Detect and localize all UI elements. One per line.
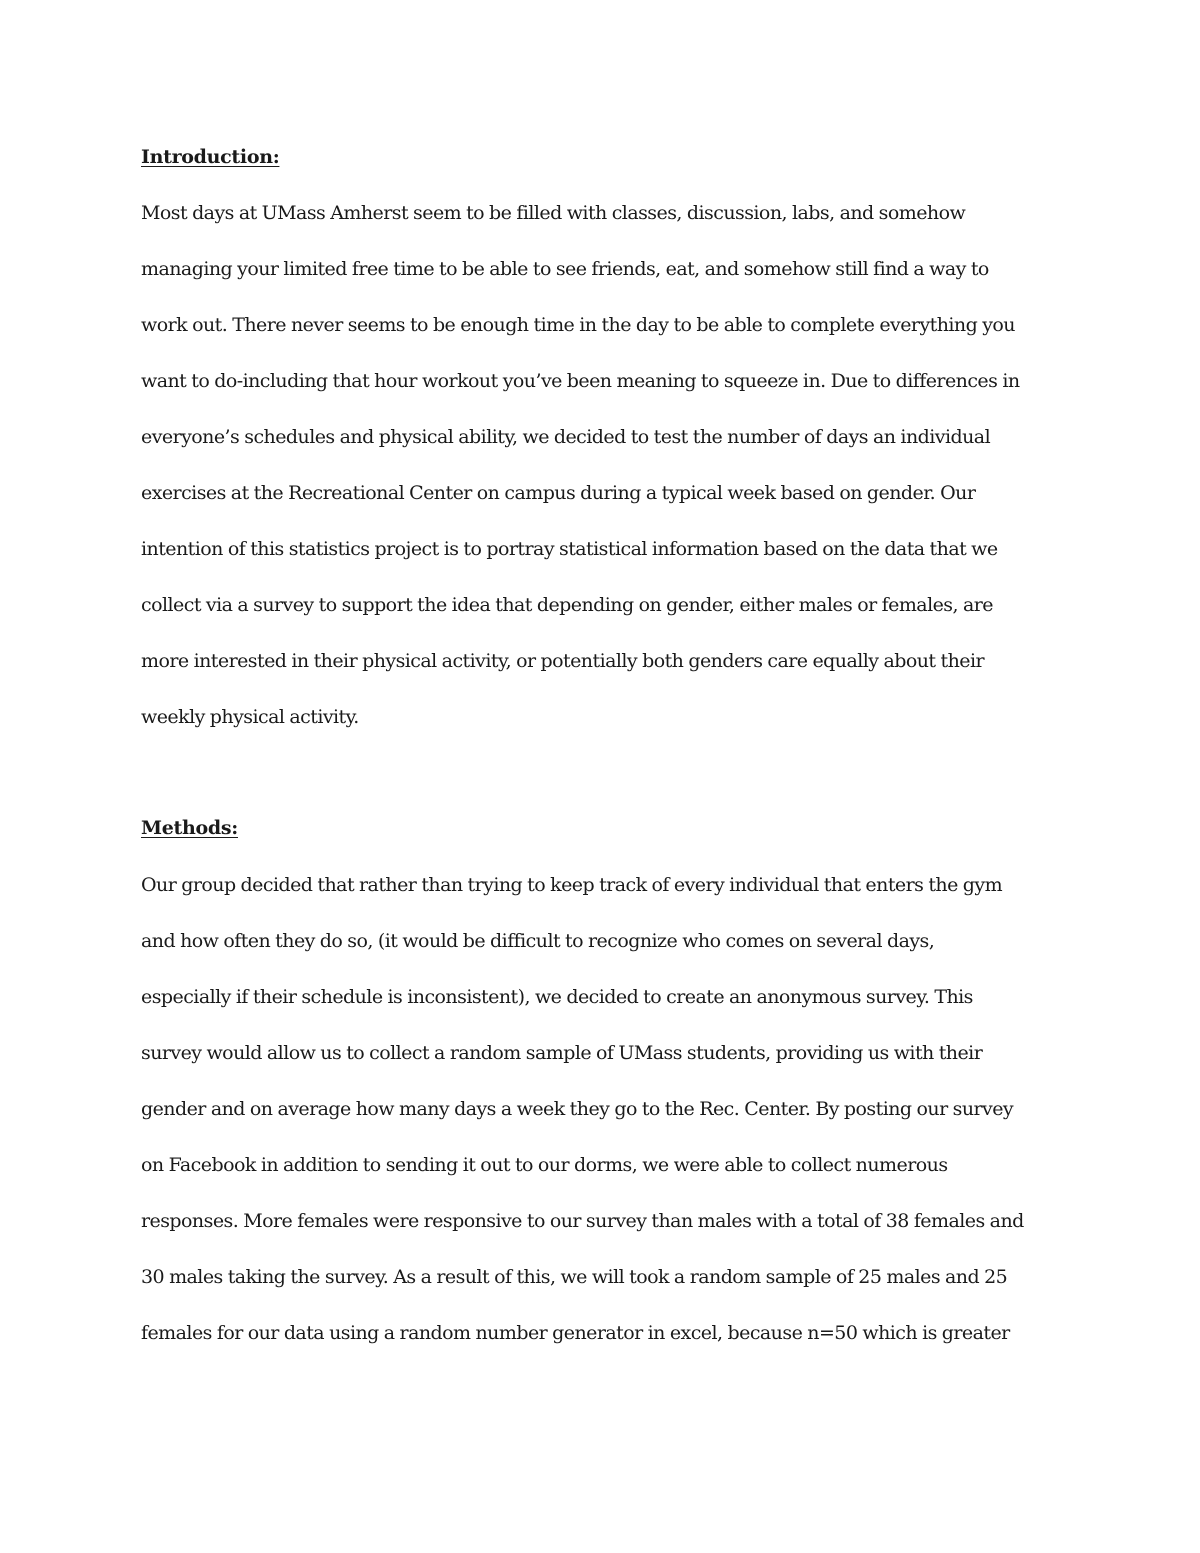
introduction-heading: Introduction: (141, 146, 280, 168)
introduction-line: everyone’s schedules and physical ability, we decided to test the number of days an individual (141, 426, 991, 448)
introduction-line: managing your limited free time to be able to see friends, eat, and somehow still find a way to (141, 258, 989, 280)
methods-line: on Facebook in addition to sending it out to our dorms, we were able to collect numerous (141, 1154, 948, 1176)
introduction-line: Most days at UMass Amherst seem to be filled with classes, discussion, labs, and somehow (141, 202, 966, 224)
methods-line: gender and on average how many days a week they go to the Rec. Center. By posting our survey (141, 1098, 1014, 1120)
methods-line: Our group decided that rather than trying to keep track of every individual that enters the gym (141, 874, 1003, 896)
introduction-line: collect via a survey to support the idea that depending on gender, either males or females, are (141, 594, 993, 616)
methods-line: responses. More females were responsive to our survey than males with a total of 38 females and (141, 1210, 1024, 1232)
methods-line: and how often they do so, (it would be difficult to recognize who comes on several days, (141, 930, 935, 952)
introduction-line: more interested in their physical activity, or potentially both genders care equally about their (141, 650, 985, 672)
introduction-line: exercises at the Recreational Center on campus during a typical week based on gender. Our (141, 482, 976, 504)
introduction-line: work out. There never seems to be enough time in the day to be able to complete everything you (141, 314, 1015, 336)
introduction-line: intention of this statistics project is to portray statistical information based on the data that we (141, 538, 998, 560)
introduction-line: want to do-including that hour workout you’ve been meaning to squeeze in. Due to differences in (141, 370, 1020, 392)
methods-heading: Methods: (141, 817, 238, 839)
methods-line: survey would allow us to collect a random sample of UMass students, providing us with their (141, 1042, 983, 1064)
methods-line: females for our data using a random number generator in excel, because n=50 which is greater (141, 1322, 1010, 1344)
introduction-line: weekly physical activity. (141, 706, 359, 728)
methods-line: especially if their schedule is inconsistent), we decided to create an anonymous survey. This (141, 986, 973, 1008)
methods-line: 30 males taking the survey. As a result of this, we will took a random sample of 25 males and 25 (141, 1266, 1008, 1288)
